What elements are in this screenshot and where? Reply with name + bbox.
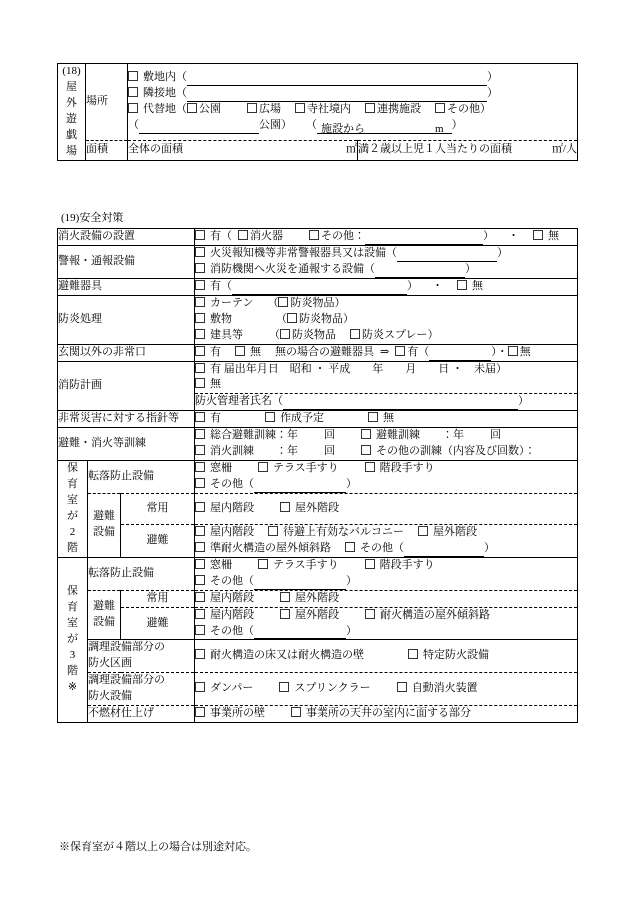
separator-dot: ・ <box>432 279 443 292</box>
checkbox-icon[interactable] <box>280 329 290 339</box>
vlabel-char: 保 <box>67 585 78 598</box>
noncombustible-label: 不燃材仕上げ <box>88 706 195 723</box>
checkbox-icon[interactable] <box>397 682 407 692</box>
footnote: ※保育室が４階以上の場合は別途対応。 <box>59 841 257 853</box>
paren-close: ） <box>484 541 495 554</box>
option-label: テラス手すり <box>273 558 339 571</box>
emergency-exit-options[interactable] <box>195 344 578 361</box>
place-alternate-detail[interactable] <box>128 118 577 134</box>
checkbox-icon[interactable] <box>365 559 375 569</box>
drills-label: 避難・消火等訓練 <box>58 428 195 461</box>
checkbox-icon[interactable] <box>435 103 445 113</box>
option-label: 事業所の壁 <box>210 707 265 720</box>
option-label: 窓柵 <box>210 462 232 475</box>
checkbox-icon[interactable] <box>195 363 205 373</box>
drills-line-2[interactable] <box>195 444 577 460</box>
option-label: 有（ <box>210 279 232 292</box>
fire-plan-label: 消防計画 <box>58 361 195 411</box>
option-label: 準耐火構造の屋外傾斜路 <box>210 541 331 554</box>
kitchen-equipment-options[interactable] <box>195 673 578 706</box>
checkbox-icon[interactable] <box>195 263 205 273</box>
floor3-fall-line-1[interactable] <box>195 558 577 574</box>
evac-equipment-options[interactable] <box>195 278 578 295</box>
table-row-area <box>58 140 578 160</box>
drills-line-1[interactable] <box>195 428 577 444</box>
vlabel-char: 遊 <box>66 112 77 125</box>
floor3-evac-line-1[interactable] <box>195 608 577 624</box>
option-label: 敷地内（ <box>143 70 187 83</box>
vlabel-char: 2 <box>69 525 76 538</box>
evac-equipment-label: 避難器具 <box>58 278 195 295</box>
option-label: 耐火構造の屋外傾斜路 <box>380 608 490 621</box>
checkbox-icon[interactable] <box>195 247 205 257</box>
kitchen-compartment-label <box>88 640 195 673</box>
drills-options[interactable] <box>195 428 578 461</box>
vlabel-char: (18) <box>62 65 81 77</box>
option-label: 耐火構造の床又は耐火構造の壁 <box>210 649 364 662</box>
option-label: 有 <box>210 412 221 425</box>
checkbox-icon[interactable] <box>287 313 297 323</box>
label-line: 調理設備部分の <box>88 674 165 687</box>
checkbox-icon[interactable] <box>195 230 205 240</box>
floor3-evacuation-label: 避難 <box>121 607 195 640</box>
checkbox-icon[interactable] <box>195 313 205 323</box>
floor3-fall-prevention-options[interactable] <box>195 557 578 590</box>
vlabel-char: 屋 <box>66 80 77 93</box>
checkbox-icon[interactable] <box>195 478 205 488</box>
option-label: その他： <box>321 230 365 242</box>
area-total-unit: ㎡ <box>346 143 357 156</box>
floor2-vertical-label <box>58 461 88 558</box>
checkbox-icon[interactable] <box>195 575 205 585</box>
checkbox-icon[interactable] <box>365 103 375 113</box>
option-label: スプリンクラー <box>294 682 371 695</box>
checkbox-icon[interactable] <box>247 103 257 113</box>
paren-close: ） <box>483 230 494 242</box>
floor3-evacuation-options[interactable] <box>195 607 578 640</box>
unit-label: 回 <box>490 429 501 442</box>
option-label: 連携施設 <box>377 102 421 115</box>
option-label: 総合避難訓練：年 <box>210 429 298 442</box>
flameproof-rug[interactable] <box>195 312 577 328</box>
fire-plan-filed[interactable] <box>195 362 577 378</box>
checkbox-icon[interactable] <box>418 526 428 536</box>
area-per-child-unit: ㎡/人 <box>551 143 577 156</box>
option-label: 待避上有効なバルコニー <box>283 525 404 538</box>
park-label: 公園） <box>259 118 292 131</box>
checkbox-icon[interactable] <box>187 103 197 113</box>
checkbox-icon[interactable] <box>268 526 278 536</box>
checkbox-icon[interactable] <box>195 502 205 512</box>
checkbox-icon[interactable] <box>128 103 138 113</box>
kitchen-compartment-options[interactable] <box>195 640 578 673</box>
checkbox-icon[interactable] <box>195 445 205 455</box>
option-label: 作成予定 <box>280 412 324 425</box>
option-label: 無 <box>383 412 394 425</box>
table-row-kitchen-compartment <box>58 640 578 673</box>
area-per-child-cell[interactable] <box>358 140 578 160</box>
paren-close: ） <box>334 296 346 309</box>
table-row-floor3-evacuation <box>58 607 578 640</box>
checkbox-icon[interactable] <box>195 429 205 439</box>
option-label: 自動消火装置 <box>411 682 478 695</box>
option-label: その他） <box>447 102 491 115</box>
option-label: 無 <box>210 378 221 391</box>
unit-label: 回 <box>324 429 335 442</box>
checkbox-icon[interactable] <box>295 103 305 113</box>
floor3-evac-line-2[interactable] <box>195 624 577 640</box>
table-row-fire-equipment <box>58 229 578 246</box>
option-label: 隣接地（ <box>143 86 187 99</box>
option-label: その他（ <box>360 541 404 554</box>
floor3-vertical-label <box>58 557 88 722</box>
noncombustible-options[interactable] <box>195 706 578 723</box>
paren-close: ） <box>346 624 357 637</box>
fire-equipment-label: 消火設備の設置 <box>58 229 195 246</box>
checkbox-icon[interactable] <box>361 429 371 439</box>
checkbox-icon[interactable] <box>195 609 205 619</box>
checkbox-icon[interactable] <box>368 412 378 422</box>
emergency-exit-label: 玄関以外の非常口 <box>58 344 195 361</box>
checkbox-icon[interactable] <box>235 346 245 356</box>
floor3-normal-label: 常用 <box>121 590 195 607</box>
checkbox-icon[interactable] <box>195 707 205 717</box>
vlabel-char: 3 <box>69 648 76 661</box>
floor2-evacuation-options[interactable] <box>195 524 578 557</box>
flameproof-curtain[interactable] <box>195 296 577 312</box>
label-line: 調理設備部分の <box>88 641 165 654</box>
option-label: 階段手すり <box>379 558 435 571</box>
checkbox-icon[interactable] <box>395 346 405 356</box>
floor2-evac-line-1[interactable] <box>195 525 577 541</box>
paren-open: （ <box>128 118 139 131</box>
flameproof-fixtures[interactable] <box>195 328 577 344</box>
outdoor-vertical-label <box>58 64 86 161</box>
option-label: 防炎物品 <box>290 296 335 309</box>
floor2-evacuation-label: 避難 <box>121 524 195 557</box>
option-label: ダンパー <box>210 682 254 695</box>
floor3-evac-equipment-label <box>88 590 121 640</box>
option-label: 無 <box>548 230 559 242</box>
option-label: 火災報知機等非常警報器具又は設備（ <box>210 246 397 259</box>
vlabel-char: ※ <box>67 680 78 693</box>
alarm-options[interactable] <box>195 245 578 278</box>
checkbox-icon[interactable] <box>195 649 205 659</box>
paren-close: ） <box>487 70 498 83</box>
option-label: 寺社境内 <box>307 102 351 115</box>
option-label: テラス手すり <box>273 462 339 475</box>
option-label: その他（ <box>210 574 254 587</box>
place-option-alternate[interactable] <box>128 102 577 118</box>
place-options-cell <box>128 64 578 141</box>
option-label: 屋内階段 <box>210 501 254 514</box>
vlabel-char: 育 <box>67 478 78 491</box>
table-row-disaster-policy <box>58 411 578 428</box>
paren-close: ） <box>497 246 508 259</box>
checkbox-icon[interactable] <box>128 87 138 97</box>
floor2-evac-equipment-label <box>88 494 121 558</box>
option-label: 屋外階段 <box>295 591 339 604</box>
paren-open: （ <box>269 328 280 341</box>
evac-label-text: 避難設備 <box>93 510 115 539</box>
table-row-floor3-fall-prevention <box>58 557 578 590</box>
checkbox-icon[interactable] <box>238 230 248 240</box>
paren-close: ） <box>518 395 529 408</box>
table-row-floor3-normal <box>58 590 578 607</box>
place-option-onsite[interactable] <box>128 70 577 86</box>
option-label: 防炎物品 <box>299 312 343 325</box>
checkbox-icon[interactable] <box>350 329 360 339</box>
option-label: 消火訓練 ：年 <box>210 445 298 458</box>
safety-measures-table <box>57 228 578 723</box>
option-label: 建具等 <box>210 328 243 341</box>
floor2-normal-options[interactable] <box>195 494 578 525</box>
table-row-fire-plan <box>58 361 578 394</box>
checkbox-icon[interactable] <box>291 707 301 717</box>
place-label: 場所 <box>86 64 128 141</box>
vlabel-char: 室 <box>67 617 78 630</box>
paren-close: ） <box>346 574 357 587</box>
table-row-place <box>58 64 578 141</box>
checkbox-icon[interactable] <box>533 230 543 240</box>
checkbox-icon[interactable] <box>258 559 268 569</box>
table-row-floor2-normal <box>58 494 578 525</box>
checkbox-icon[interactable] <box>195 542 205 552</box>
area-label: 面積 <box>86 140 128 160</box>
checkbox-icon[interactable] <box>457 280 467 290</box>
checkbox-icon[interactable] <box>408 649 418 659</box>
vlabel-char: 室 <box>67 494 78 506</box>
option-label: 防炎物品 <box>292 328 336 341</box>
option-label: 事業所の天井の室内に面する部分 <box>306 707 471 720</box>
floor2-fall-prevention-options[interactable] <box>195 461 578 494</box>
checkbox-icon[interactable] <box>280 502 290 512</box>
vlabel-char: 場 <box>66 144 77 157</box>
option-label: 屋内階段 <box>210 608 254 621</box>
fire-manager-name-field[interactable] <box>195 394 578 411</box>
checkbox-icon[interactable] <box>195 346 205 356</box>
area-total-label: 全体の面積 <box>128 143 183 156</box>
vlabel-char: 育 <box>67 601 78 614</box>
table-row-drills <box>58 428 578 461</box>
paren-close: ） <box>451 118 463 131</box>
vlabel-char: が <box>67 509 78 522</box>
table-row-floor2-fall-prevention <box>58 461 578 494</box>
table-row-flameproof <box>58 295 578 344</box>
vlabel-char: 階 <box>67 541 78 554</box>
vlabel-char: 戯 <box>66 128 77 141</box>
table-row-evac-equipment <box>58 278 578 295</box>
checkbox-icon[interactable] <box>195 559 205 569</box>
option-label: 代替地（ <box>143 102 187 115</box>
place-option-adjacent[interactable] <box>128 86 577 102</box>
checkbox-icon[interactable] <box>280 609 290 619</box>
floor3-fall-prevention-label: 転落防止設備 <box>88 557 195 590</box>
paren-close: ） <box>407 279 418 292</box>
vlabel-char: 外 <box>66 96 77 109</box>
checkbox-icon[interactable] <box>345 542 355 552</box>
fire-manager-label: 防火管理者氏名（ <box>195 395 283 408</box>
separator-dot: ・ <box>508 230 519 242</box>
option-label: その他の訓練（内容及び回数）： <box>376 445 536 458</box>
checkbox-icon[interactable] <box>195 625 205 635</box>
distance-unit: m <box>435 123 444 136</box>
checkbox-icon[interactable] <box>279 682 289 692</box>
option-label: 屋外階段 <box>433 525 477 538</box>
alarm-label: 警報・通報設備 <box>58 245 195 278</box>
paren-close: ） <box>465 262 476 275</box>
disaster-policy-options[interactable] <box>195 411 578 428</box>
checkbox-icon[interactable] <box>195 297 205 307</box>
option-label: 避難訓練 ：年 <box>376 429 464 442</box>
paren-open: （ <box>267 296 279 309</box>
evac-label-text: 避難設備 <box>93 600 115 629</box>
outdoor-playground-section <box>57 63 578 161</box>
unit-label: 回 <box>324 445 335 458</box>
checkbox-icon[interactable] <box>365 462 375 472</box>
floor2-fall-line-2[interactable] <box>195 477 577 493</box>
checkbox-icon[interactable] <box>278 297 288 307</box>
option-label: 消防機関へ火災を通報する設備（ <box>210 262 375 275</box>
option-label: 公園 <box>199 102 221 115</box>
floor2-normal-label: 常用 <box>121 494 195 525</box>
option-label: 無 <box>519 345 531 358</box>
checkbox-icon[interactable] <box>195 462 205 472</box>
kitchen-equipment-label <box>88 673 195 706</box>
paren-close: ） <box>346 478 357 491</box>
checkbox-icon[interactable] <box>195 329 205 339</box>
paren-open: （ <box>276 312 287 325</box>
fire-plan-options[interactable] <box>195 361 578 394</box>
table-row-kitchen-equipment <box>58 673 578 706</box>
option-label: 有（ <box>407 345 430 358</box>
vlabel-char: が <box>67 632 78 645</box>
checkbox-icon[interactable] <box>508 346 518 356</box>
option-label: 敷物 <box>210 312 232 325</box>
floor3-normal-options[interactable] <box>195 590 578 607</box>
area-per-child-label: 満２歳以上児１人当たりの面積 <box>358 143 512 156</box>
table-row-alarm <box>58 245 578 278</box>
alarm-option-1[interactable] <box>195 246 577 262</box>
option-label: 屋外階段 <box>295 501 339 514</box>
safety-measures-section <box>57 209 578 723</box>
outdoor-playground-table <box>57 63 578 161</box>
checkbox-icon[interactable] <box>280 592 290 602</box>
option-label: その他（ <box>210 478 254 491</box>
checkbox-icon[interactable] <box>195 592 205 602</box>
option-label: 無 <box>472 279 483 292</box>
flameproof-label: 防炎処理 <box>58 295 195 344</box>
arrow-icon: ⇒ <box>380 345 390 358</box>
checkbox-icon[interactable] <box>195 682 205 692</box>
table-row-emergency-exit <box>58 344 578 361</box>
label-line: 防火区画 <box>88 657 132 670</box>
option-label: 広場 <box>259 102 281 115</box>
fire-equipment-options[interactable] <box>195 229 578 246</box>
from-facility-label: 施設から <box>321 123 365 136</box>
option-label: 有（ <box>210 230 232 242</box>
label-line: 防火設備 <box>88 690 132 703</box>
paren-close: ） <box>427 328 439 341</box>
checkbox-icon[interactable] <box>265 412 275 422</box>
option-label: 窓柵 <box>210 558 232 571</box>
option-label: カーテン <box>210 296 254 309</box>
option-label: 防炎スプレー <box>362 328 428 341</box>
area-total-cell[interactable] <box>128 140 358 160</box>
paren-close: ） <box>487 86 498 99</box>
checkbox-icon[interactable] <box>361 445 371 455</box>
section-title: (19)安全対策 <box>61 212 124 224</box>
option-label: 屋内階段 <box>210 525 254 538</box>
floor2-fall-prevention-label: 転落防止設備 <box>88 461 195 494</box>
paren-open: （ <box>306 118 317 131</box>
option-label: 屋外階段 <box>295 608 339 621</box>
option-label: その他（ <box>210 624 254 637</box>
floor2-fall-line-1[interactable] <box>195 461 577 477</box>
option-label: 特定防火設備 <box>423 649 489 662</box>
checkbox-icon[interactable] <box>195 412 205 422</box>
fire-plan-none[interactable] <box>195 377 577 393</box>
checkbox-icon[interactable] <box>128 71 138 81</box>
disaster-policy-label: 非常災害に対する指針等 <box>58 411 195 428</box>
option-label: 有 届出年月日 昭和 ・ 平成 年 月 日 ・ 未届） <box>210 362 507 375</box>
option-label: 有 <box>210 345 221 358</box>
checkbox-icon[interactable] <box>195 378 205 388</box>
floor3-fall-line-2[interactable] <box>195 574 577 590</box>
static-text: 無の場合の避難器具 <box>275 345 374 358</box>
checkbox-icon[interactable] <box>365 609 375 619</box>
vlabel-char: 階 <box>67 664 78 677</box>
floor2-evac-line-2[interactable] <box>195 541 577 557</box>
option-label: 階段手すり <box>379 462 435 475</box>
option-label: 屋内階段 <box>210 591 254 604</box>
flameproof-options[interactable] <box>195 295 578 344</box>
vlabel-char: 保 <box>67 462 78 475</box>
alarm-option-2[interactable] <box>195 262 577 278</box>
table-row-noncombustible <box>58 706 578 723</box>
paren-close: ）・ <box>491 345 508 358</box>
checkbox-icon[interactable] <box>195 280 205 290</box>
option-label: 消火器 <box>250 230 283 242</box>
option-label: 無 <box>250 345 261 358</box>
checkbox-icon[interactable] <box>195 526 205 536</box>
table-row-floor2-evacuation <box>58 524 578 557</box>
checkbox-icon[interactable] <box>258 462 268 472</box>
paren-close: ） <box>343 312 354 325</box>
checkbox-icon[interactable] <box>309 230 319 240</box>
